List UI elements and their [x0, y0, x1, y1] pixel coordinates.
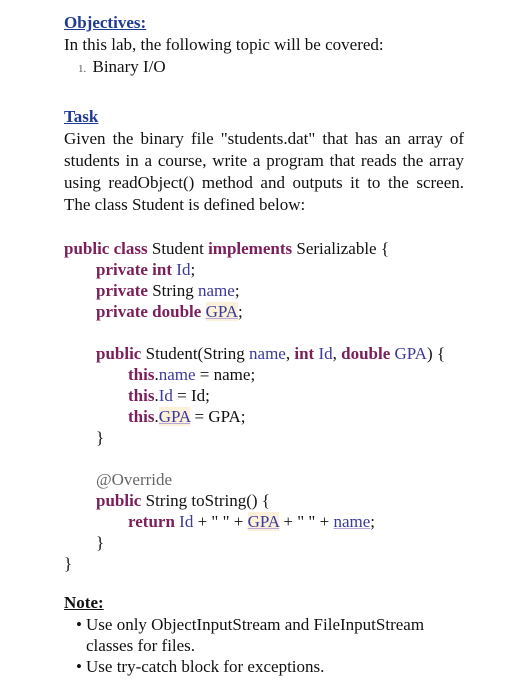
code-line: public Student(String name, int Id, double GPA) {	[96, 344, 446, 363]
objectives-intro: In this lab, the following topic will be covered:	[64, 35, 384, 54]
bullet-icon: •	[76, 657, 82, 676]
note-heading: Note:	[64, 593, 104, 612]
code-line: public String toString() {	[96, 491, 270, 510]
note-bullet: • Use only ObjectInputStream and FileInputStream classes for files.	[76, 615, 425, 655]
code-line: }	[96, 428, 105, 447]
objective-text: Binary I/O	[92, 57, 166, 76]
code-line: this.name = name;	[128, 365, 256, 384]
code-line: private int Id;	[96, 260, 196, 279]
list-number: 1.	[78, 63, 87, 75]
objective-item	[78, 56, 464, 80]
code-line: private String name;	[96, 281, 240, 300]
code-line: private double GPA;	[96, 302, 243, 321]
note-bullet: • Use try-catch block for exceptions.	[76, 657, 325, 676]
code-line-blank	[64, 448, 464, 469]
code-line-blank	[64, 322, 464, 343]
code-line: public class Student implements Serializable {	[64, 239, 390, 258]
document	[64, 12, 464, 677]
objectives-heading: Objectives:	[64, 13, 147, 32]
code-line: return Id + " " + GPA + " " + name;	[128, 512, 376, 531]
code-line: }	[64, 554, 73, 573]
task-description: Given the binary file "students.dat" that has an array of students in a course, write a program that reads the array using readObject() method and outputs it to the screen. The class Student is defined below:	[64, 129, 464, 214]
code-line-annotation: @Override	[96, 470, 173, 489]
code-line: this.Id = Id;	[128, 386, 210, 405]
code-line: }	[96, 533, 105, 552]
code-block	[64, 238, 464, 574]
code-line: this.GPA = GPA;	[128, 407, 246, 426]
task-heading: Task	[64, 107, 99, 126]
bullet-icon: •	[76, 615, 82, 634]
